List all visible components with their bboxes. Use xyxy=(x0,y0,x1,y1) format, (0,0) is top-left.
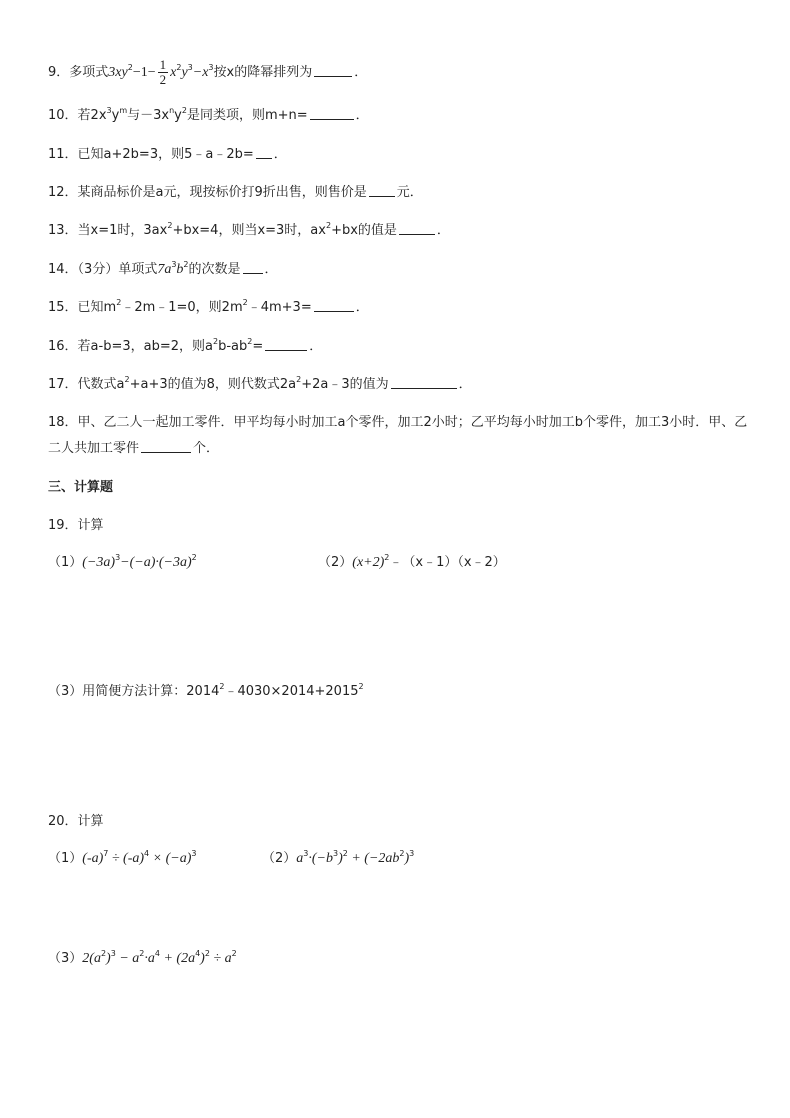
section-3-heading: 三、计算题 xyxy=(48,480,114,495)
question-19-title: 19．计算 xyxy=(48,518,104,533)
q9-answer-blank[interactable] xyxy=(314,64,352,77)
q12-answer-blank[interactable] xyxy=(369,184,395,197)
q11-answer-blank[interactable] xyxy=(256,146,272,159)
q9-prefix: 多项式 xyxy=(69,65,109,80)
q9-term-1: 3xy xyxy=(108,65,128,80)
q16-answer-blank[interactable] xyxy=(265,338,307,351)
q16-text-a: 16．若a-b=3，ab=2，则a xyxy=(48,339,213,354)
q15-end: ． xyxy=(355,300,369,315)
q10-text-c: 与－3x xyxy=(127,108,170,123)
q17-text-c: +2a﹣3的值为 xyxy=(301,377,389,392)
question-13: 13．当x=1时，$3ax^2+bx=4$，则当x=3时，$ax^2+bx$的值是 ． xyxy=(48,221,450,238)
q16-text-b: b-ab xyxy=(218,339,248,354)
q14-monomial-b: b xyxy=(176,262,184,277)
q14-text-a: 14．（3分）单项式 xyxy=(48,262,158,277)
q12-text: 12．某商品标价是a元，现按标价打9折出售，则售价是 xyxy=(48,185,367,200)
q19-part-2: $(2)(x+2)^2﹣(x﹣1)(x﹣2)$ xyxy=(318,553,506,570)
q10-text-e: 是同类项，则m+n= xyxy=(186,108,308,123)
q19-p1-label: （1） xyxy=(48,555,83,570)
q16-end: ． xyxy=(309,339,323,354)
q20-part-2: $(2)a^3\cdot(-b^3)^2 + (-2ab^2)^3$ xyxy=(262,849,415,866)
q19-p3-label: （3）用简便方法计算：2014 xyxy=(48,684,220,699)
question-12 xyxy=(48,183,423,203)
q20-part-1: $(1)(-a)^7 \div (-a)^4 \times (-a)^3$ xyxy=(48,849,197,866)
q9-term-2: −1− xyxy=(132,65,156,80)
q20-p2-term-d: + (−2ab xyxy=(347,851,400,866)
question-10: 10．若$2x^3y^m$与$-3x^ny^2$是同类项，则m+n= ． xyxy=(48,106,369,123)
q18-end: 个． xyxy=(193,441,220,456)
q20-p2-term-c: ) xyxy=(338,851,343,866)
q11-text: 11．已知a+2b=3，则5﹣a﹣2b= xyxy=(48,147,254,162)
q15-text-a: 15．已知m xyxy=(48,300,117,315)
q20-p3-term-a: 2(a xyxy=(82,951,101,966)
q13-text-b: +bx=4，则当x=3时，ax xyxy=(172,223,326,238)
q20-p3-term-b: ) xyxy=(106,951,111,966)
q19-p2-term-a: (x+2) xyxy=(352,555,385,570)
q10-end: ． xyxy=(355,108,369,123)
q19-p3-term-b: ﹣4030×2014+2015 xyxy=(224,684,359,699)
q20-p1-label: （1） xyxy=(48,851,83,866)
q17-text-b: +a+3的值为8，则代数式2a xyxy=(129,377,297,392)
q14-answer-blank[interactable] xyxy=(243,261,263,274)
q19-part-1: $(1)(-3a)^3-(-a)\cdot(-3a)^2$ xyxy=(48,553,197,570)
q20-p3-label: （3） xyxy=(48,951,83,966)
q10-text-b: y xyxy=(111,108,120,123)
question-14: 14．（3分）单项式$7a^3b^2$的次数是 ． xyxy=(48,260,278,277)
q17-text-a: 17．代数式a xyxy=(48,377,125,392)
q19-p1-term-a: (−3a) xyxy=(82,555,116,570)
q20-p3-term-c: − a xyxy=(115,951,140,966)
q9-term-4: y xyxy=(181,65,188,80)
q20-p2-term-a: a xyxy=(296,851,304,866)
q13-end: ． xyxy=(436,223,450,238)
q17-end: ． xyxy=(458,377,472,392)
q20-p3-term-f: ) xyxy=(200,951,205,966)
q15-text-c: ﹣4m+3= xyxy=(247,300,312,315)
q14-text-b: 的次数是 xyxy=(188,262,241,277)
q10-text-a: 10．若2x xyxy=(48,108,107,123)
q9-number: 9． xyxy=(48,65,70,80)
q12-end: 元． xyxy=(396,185,423,200)
q20-p1-term-a: (-a) xyxy=(82,851,104,866)
question-9: 9．多项式$3xy^2-1-$ $\frac{1}{2}$ $x^2y^3-x^3$按x的降幂排列为 ． xyxy=(48,57,368,87)
q9-term-5: −x xyxy=(192,65,209,80)
q20-p3-term-e: + (2a xyxy=(159,951,196,966)
question-11 xyxy=(48,145,287,165)
q19-p2-label: （2） xyxy=(318,555,353,570)
q9-suffix: 按x的降幂排列为 xyxy=(213,65,313,80)
q20-p2-term-b: ·(−b xyxy=(308,851,333,866)
question-18 xyxy=(48,410,748,462)
q20-p1-term-c: × (−a) xyxy=(149,851,192,866)
q13-text-c: +bx的值是 xyxy=(331,223,397,238)
question-16: 16．若a-b=3，ab=2，则$a^2b-ab^2=$ ． xyxy=(48,337,323,354)
q9-fraction: $\frac{1}{2}$ xyxy=(159,57,167,87)
q13-answer-blank[interactable] xyxy=(399,222,435,235)
q16-text-c: = xyxy=(252,339,264,354)
q15-answer-blank[interactable] xyxy=(314,299,354,312)
q10-answer-blank[interactable] xyxy=(310,107,354,120)
q15-text-b: ﹣2m﹣1=0，则2m xyxy=(121,300,243,315)
q20-p3-term-d: ·a xyxy=(144,951,155,966)
q9-term-3: x xyxy=(170,65,177,80)
q9-end: ． xyxy=(354,65,368,80)
q19-p1-term-b: −(−a)·(−3a) xyxy=(120,555,192,570)
question-15: 15．已知$m^2﹣2m﹣1=0$，则$2m^2﹣4m+3=$ ． xyxy=(48,298,369,315)
q13-text-a: 13．当x=1时，3ax xyxy=(48,223,168,238)
q17-answer-blank[interactable] xyxy=(391,376,457,389)
q20-p2-term-e: ) xyxy=(404,851,410,866)
question-17: 17．代数式$a^2+a+3$的值为8，则代数式$2a^2+2a﹣3$的值为 ． xyxy=(48,375,472,392)
q20-p1-term-b: ÷ (-a) xyxy=(108,851,145,866)
q19-part-3: （3）用简便方法计算：$2014^2﹣4030\times 2014+2015^2$ xyxy=(48,682,364,699)
q18-text: 18．甲、乙二人一起加工零件．甲平均每小时加工a个零件，加工2小时；乙平均每小时加工b个零件，加工3小时．甲、乙二人共加工零件 xyxy=(48,415,748,456)
q20-p3-term-g: ÷ a xyxy=(209,951,232,966)
q20-part-3: $(3)2(a^2)^3 - a^2\cdot a^4 + (2a^4)^2 \div a^2$ xyxy=(48,949,237,966)
q14-monomial: 7a xyxy=(157,262,172,277)
question-20-title: 20．计算 xyxy=(48,814,104,829)
q19-p2-term-b: ﹣（x﹣1）（x﹣2） xyxy=(389,555,506,570)
q11-end: ． xyxy=(273,147,287,162)
q20-p2-label: （2） xyxy=(262,851,297,866)
q10-text-d: y xyxy=(174,108,182,123)
q18-answer-blank[interactable] xyxy=(141,440,191,453)
q14-end: ． xyxy=(264,262,278,277)
